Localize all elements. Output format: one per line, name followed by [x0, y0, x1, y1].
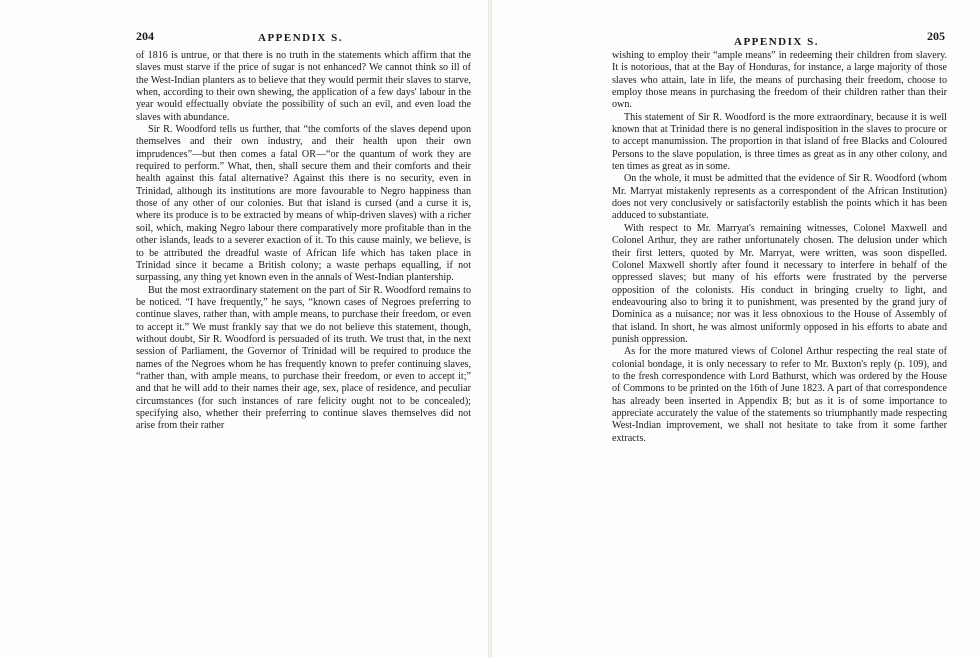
right-paragraph-5: As for the more matured views of Colonel Arthur respecting the real state of colonial bondage, it is only necessary to refer to Mr. Buxton's reply (p. 109), and to the fresh correspondence with Lord Bathurst, which was ordered by the House of Commons to be printed on the 16th of June 1823. A part of that correspondence has already been inserted in Appendix B; but as it is of some importance to appreciate accurately the value of the statements so triumphantly made respecting West-Indian improvement, we shall not hesitate to take from it some farther extracts.	[612, 346, 947, 444]
right-paragraph-2: This statement of Sir R. Woodford is the more extraordinary, because it is well known that at Trinidad there is no general indisposition in the slaves to procure or to accept manumission. The proportion in that island of free Blacks and Coloured Persons to the slave population, is three times as great as in any other colony, and ten times as great as in some.	[612, 111, 947, 173]
right-running-head: APPENDIX S.	[734, 36, 819, 48]
left-paragraph-2: Sir R. Woodford tells us further, that “the comforts of the slaves depend upon themselves and their own industry, and their health upon their own imprudences”—but then comes a fatal OR—“or the quantum of work they are required to perform.” What, then, shall secure them and their comforts and their health against this fatal alternative? Against this there is no security, even in Trinidad, although its institutions are more favourable to Negro happiness than those of any other of our colonies. But that island is cursed (and a curse it is, where its produce is to be extracted by means of whip-driven slaves) with a richer soil, which, making Negro labour there comparatively more profitable than in the other islands, leads to a severer exaction of it. To this cause mainly, we believe, is to be attributed the dreadful waste of African life which has taken place in Trinidad since it became a British colony; a waste perhaps equalling, if not surpassing, any thing yet known even in the annals of West-Indian plantership.	[136, 124, 471, 284]
left-page-body	[136, 50, 471, 433]
left-paragraph-3: But the most extraordinary statement on the part of Sir R. Woodford remains to be noticed. “I have frequently,” he says, “known cases of Negroes preferring to continue slaves, rather than, with ample means, to purchase their freedom, or even to accept it.” We must frankly say that we do not believe this statement, though, without doubt, Sir R. Woodford is persuaded of its truth. We trust that, in the next session of Parliament, the Governor of Trinidad will be required to produce the names of the Negroes whom he has frequently known to prefer continuing slaves, “rather than, with ample means, to purchase their freedom, or even to accept it;” and that he will add to their names their age, sex, place of residence, and peculiar circumstances (for such instances of rare felicity ought not to be concealed); specifying also, whether their preferring to continue slaves themselves did not arise from their rather	[136, 284, 471, 432]
left-page-header	[136, 30, 471, 46]
right-page	[612, 30, 947, 445]
right-page-body	[612, 50, 947, 445]
left-page-number: 204	[136, 29, 154, 43]
right-paragraph-1: wishing to employ their “ample means” in redeeming their children from slavery. It is notorious, that at the Bay of Honduras, for instance, a large majority of those slaves who attain, late in life, the means of purchasing their freedom, choose to employ those means in purchasing the freedom of their children rather than their own.	[612, 50, 947, 111]
right-page-number: 205	[927, 29, 945, 43]
right-paragraph-3: On the whole, it must be admitted that the evidence of Sir R. Woodford (whom Mr. Marryat mistakenly represents as a correspondent of the African Institution) does not very conclusively or satisfactorily establish the points which it has been adduced to substantiate.	[612, 173, 947, 222]
right-page-header	[612, 30, 947, 46]
left-page	[136, 30, 471, 433]
left-running-head: APPENDIX S.	[258, 32, 343, 44]
book-gutter	[488, 0, 492, 658]
left-paragraph-1: of 1816 is untrue, or that there is no truth in the statements which affirm that the slaves must starve if the price of sugar is not enhanced? We cannot think so ill of the West-Indian planters as to believe that they would permit their slaves to starve, when, according to their own shewing, the application of a few days' labour in the year would effectually obviate the possibility of such an evil, and even load the slaves with abundance.	[136, 50, 471, 123]
right-paragraph-4: With respect to Mr. Marryat's remaining witnesses, Colonel Maxwell and Colonel Arthur, they are rather unfortunately chosen. The delusion under which their first letters, quoted by Mr. Marryat, were written, was soon dispelled. Colonel Maxwell shortly after found it necessary to interfere in behalf of the oppressed slaves; but many of his efforts were frustrated by the perverse opposition of the colonists. His conduct in bringing cruelty to light, and endeavouring also to bring it to punishment, was presented by the grand jury of Dominica as a nuisance; nor was it less obnoxious to the House of Assembly of that island. In short, he was almost uniformly opposed in his efforts to abate and punish oppression.	[612, 222, 947, 345]
